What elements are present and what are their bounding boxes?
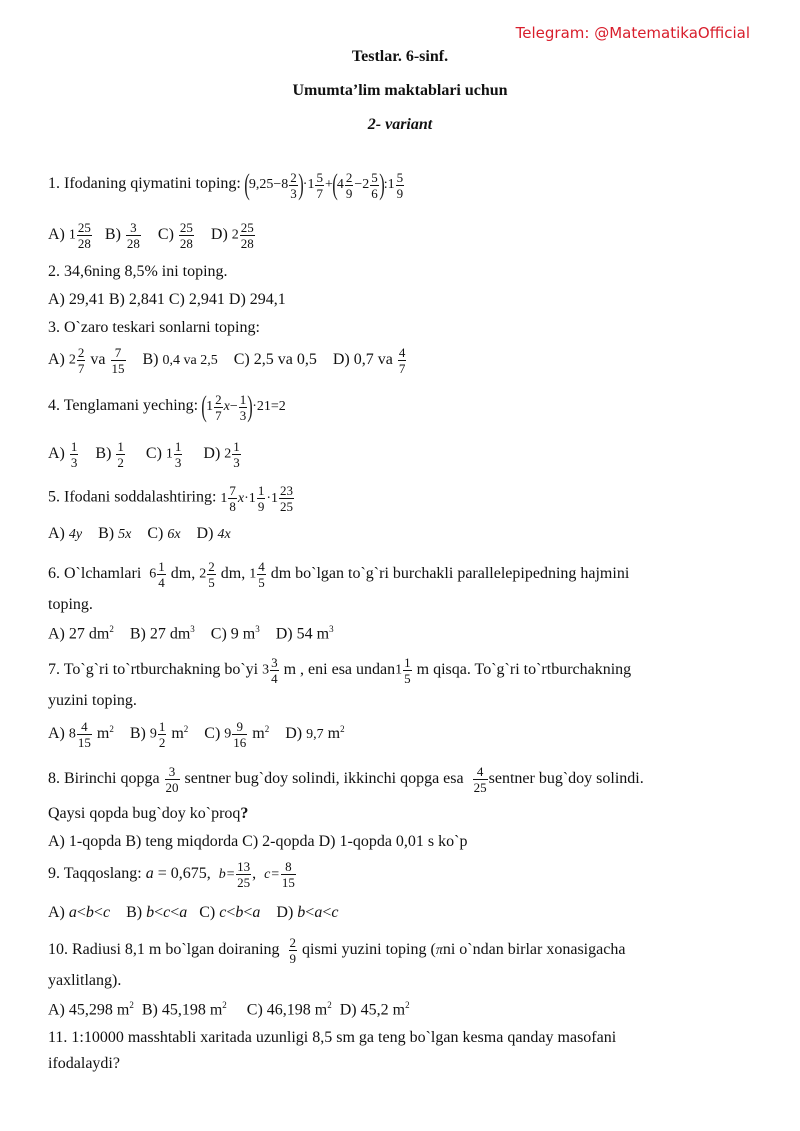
q9-options: A) a<b<c B) b<c<a C) c<b<a D) b<a<c [48,904,339,921]
question-6: 6. O`lchamlari 6 $\frac{1}{4}$ dm, 2 $\frac{2}{5}$ dm, 1 $\frac{4}{5}$ dm bo`lgan to`g`ri burchakli parallelepipedning hajmini [48,559,630,590]
question-2: 2. 34,6ning 8,5% ini toping. [48,263,228,280]
telegram-watermark: Telegram: @MatematikaOfficial [515,24,750,42]
q10-options: A) 45,298 $m^2$ B) 45,198 $m^2$ C) 46,198 $m^2$ D) 45,2 $m^2$ [48,1000,410,1019]
q7-options: A) 8 $\frac{4}{15}$ $m^2$ B) 9 $\frac{1}{2}$ $m^2$ C) 9 $\frac{9}{16}$ $m^2$ D) 9,7 $m^2$ [48,719,345,750]
q8-line2: Qaysi qopda bug`doy ko`proq? [48,805,249,822]
q4-options: A) $\frac{1}{3}$ B) $\frac{1}{2}$ C) 1 $\frac{1}{3}$ D) 2 $\frac{1}{3}$ [48,439,240,470]
q11-line2: ifodalaydi? [48,1055,120,1072]
q5-options: A) 4y B) 5x C) 6x D) 4x [48,525,231,542]
q2-options: A) 29,41 B) 2,841 C) 2,941 D) 294,1 [48,291,286,308]
question-3: 3. O`zaro teskari sonlarni toping: [48,319,260,336]
question-7: 7. To`g`ri to`rtburchakning bo`yi 3 $\frac{3}{4}$ m , eni esa undan1 $\frac{1}{5}$ m qisqa. To`g`ri to`rtburchakning [48,655,632,686]
question-5: 5. Ifodani soddalashtiring: 1 $\frac{7}{8}$ x·1 $\frac{1}{9}$ ·1 $\frac{23}{25}$ [48,483,293,514]
question-10: 10. Radiusi 8,1 m bo`lgan doiraning $\frac{2}{9}$ qismi yuzini toping (πni o`ndan birlar xonasigacha [48,935,626,966]
question-1: 1. Ifodaning qiymatini toping: (9,25−8 $\frac{2}{3}$ )·1 $\frac{5}{7}$ +(4 $\frac{2}{9}$ −2 $\frac{5}{6}$ ):1 $\frac{5}{9}$ [48,168,404,201]
question-4: 4. Tenglamani yeching: (1 $\frac{2}{7}$ x− $\frac{1}{3}$ )·21=2 [48,390,286,423]
q1-options: A) 1 $\frac{25}{28}$ B) $\frac{3}{28}$ C) $\frac{25}{28}$ D) 2 $\frac{25}{28}$ [48,220,254,251]
q7-line2: yuzini toping. [48,692,137,709]
q1-expression: (9,25−8 $\frac{2}{3}$ )·1 $\frac{5}{7}$ +(4 $\frac{2}{9}$ −2 $\frac{5}{6}$ ):1 $\frac{5}{9}$ [244,168,404,201]
q3-options: A) 2 $\frac{2}{7}$ va $\frac{7}{15}$ B) 0,4 va 2,5 C) 2,5 va 0,5 D) 0,7 va $\frac{4}{7}$ [48,345,406,376]
q10-line2: yaxlitlang). [48,972,122,989]
page-subtitle: Umumta’lim maktablari uchun [292,82,508,99]
question-9: 9. Taqqoslang: a = 0,675, b= $\frac{13}{25}$ , c= $\frac{8}{15}$ [48,859,295,890]
page-title: Testlar. 6-sinf. [351,48,449,65]
q6-line2: toping. [48,596,93,613]
question-8: 8. Birinchi qopga $\frac{3}{20}$ sentner bug`doy solindi, ikkinchi qopga esa $\frac{4}{25}$ sentner bug`doy solindi. [48,764,644,795]
variant-label: 2- variant [367,116,433,133]
q8-options: A) 1-qopda B) teng miqdorda C) 2-qopda D) 1-qopda 0,01 s ko`p [48,833,468,850]
q6-options: A) 27 $dm^2$ B) 27 $dm^3$ C) 9 $m^3$ D) 54 $m^3$ [48,624,334,643]
question-11: 11. 1:10000 masshtabli xaritada uzunligi 8,5 sm ga teng bo`lgan kesma qanday masofani [48,1029,617,1046]
